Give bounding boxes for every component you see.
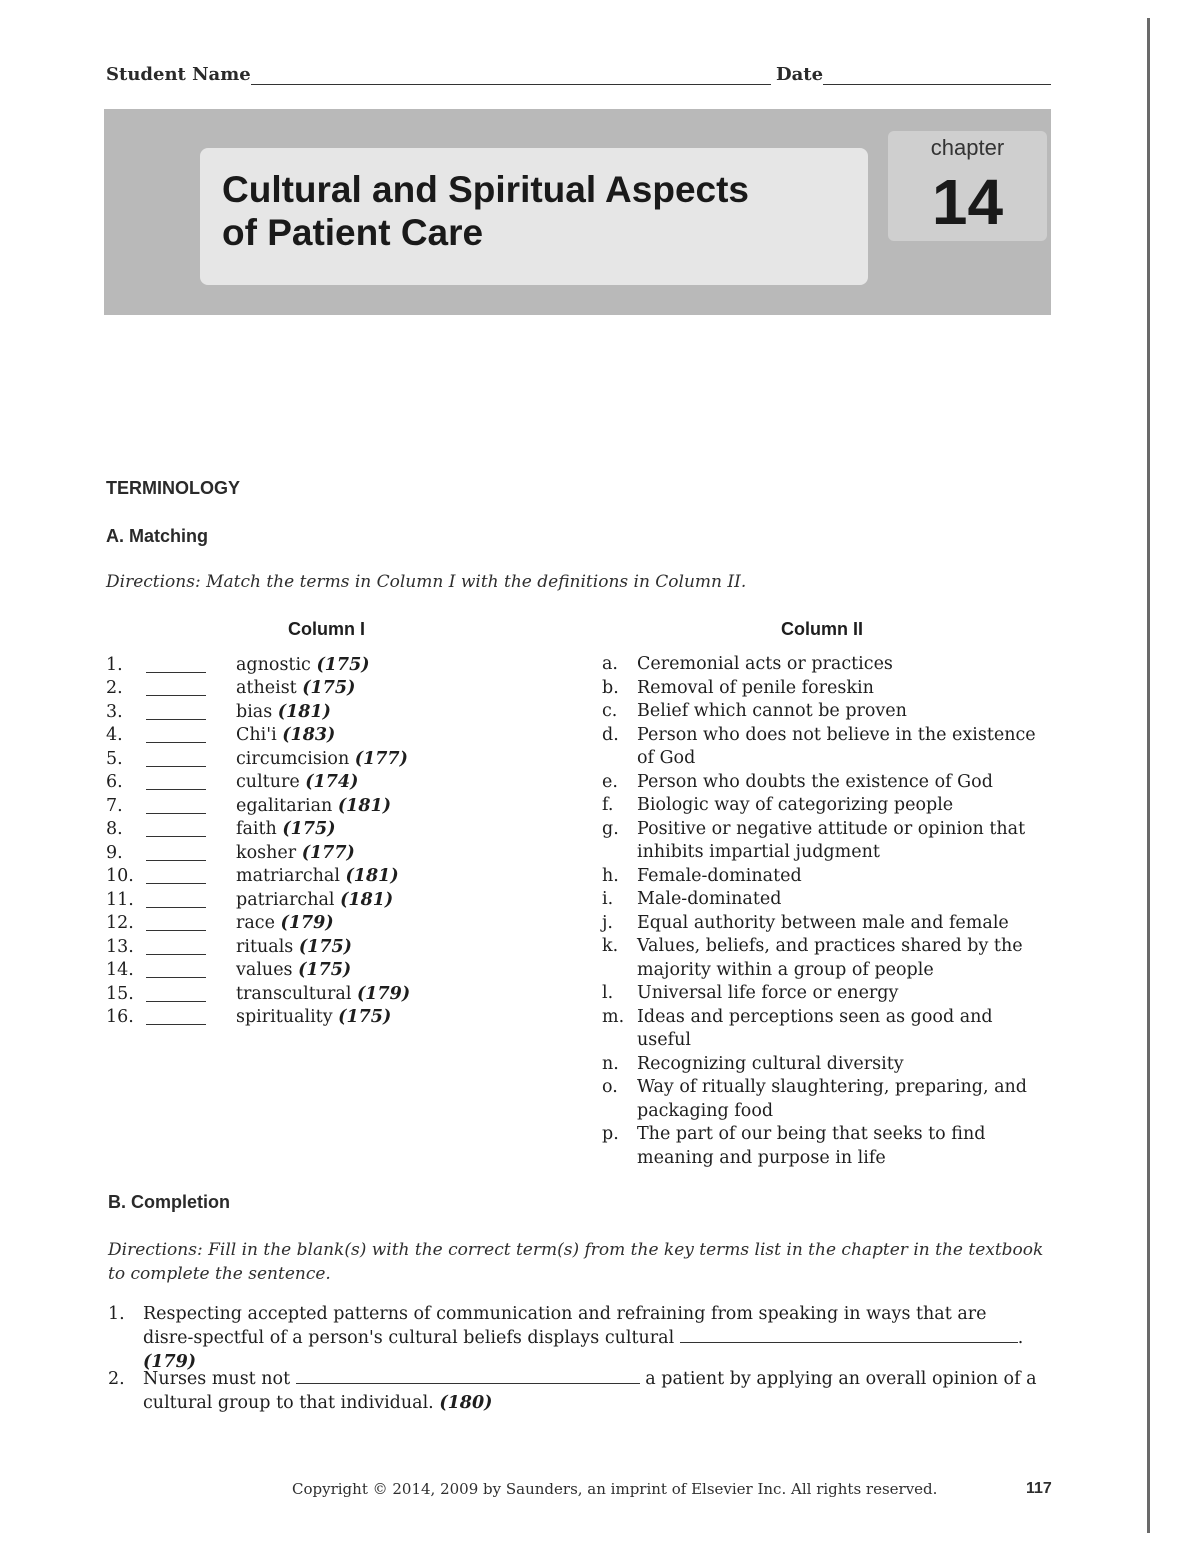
term-number: 14. xyxy=(106,960,134,981)
term xyxy=(236,960,351,980)
page-reference: (175) xyxy=(302,678,356,699)
term-row xyxy=(106,912,410,936)
definition-letter: n. xyxy=(602,1053,619,1074)
term-number: 2. xyxy=(106,678,123,699)
definition-row xyxy=(602,1076,1052,1123)
term xyxy=(236,819,335,839)
term-row xyxy=(106,1006,410,1030)
term xyxy=(236,843,355,863)
answer-blank[interactable] xyxy=(146,845,206,861)
page-reference: (183) xyxy=(282,725,336,746)
page-reference: (179) xyxy=(357,983,411,1004)
definition-text: Female-dominated xyxy=(637,865,802,886)
terminology-heading: TERMINOLOGY xyxy=(106,478,240,498)
definition-row xyxy=(602,653,1052,677)
term-row xyxy=(106,794,410,818)
definition-letter: d. xyxy=(602,724,619,745)
answer-blank[interactable] xyxy=(146,892,206,908)
matching-directions: Directions: Match the terms in Column I with the definitions in Column II. xyxy=(106,572,747,592)
question-text-before: Respecting accepted patterns of communication and refraining from speaking in ways that are disre-spectful of a person's cultural beliefs displays cultural xyxy=(143,1304,987,1348)
definition-letter: c. xyxy=(602,701,618,721)
term-number: 6. xyxy=(106,772,123,793)
definition-text: Positive or negative attitude or opinion that inhibits impartial judgment xyxy=(637,818,1026,862)
definition-text: Biologic way of categorizing people xyxy=(637,795,954,815)
answer-blank[interactable] xyxy=(146,704,206,720)
term-word: spirituality xyxy=(236,1007,333,1028)
chapter-title-line1: Cultural and Spiritual Aspects xyxy=(222,169,749,210)
term-row xyxy=(106,818,410,842)
term xyxy=(236,796,391,816)
definition-row xyxy=(602,912,1052,936)
answer-blank[interactable] xyxy=(146,680,206,696)
page-reference: (180) xyxy=(439,1393,493,1413)
chapter-number: 14 xyxy=(931,166,1004,238)
term-word: matriarchal xyxy=(236,866,340,887)
term-word: culture xyxy=(236,772,300,793)
completion-question-1 xyxy=(108,1302,1038,1374)
term xyxy=(236,678,355,698)
definition-text: Male-dominated xyxy=(637,889,782,909)
question-number: 1. xyxy=(108,1304,125,1324)
term xyxy=(236,702,331,722)
copyright-notice: Copyright © 2014, 2009 by Saunders, an imprint of Elsevier Inc. All rights reserved. xyxy=(292,1480,938,1498)
term-row xyxy=(106,935,410,959)
page-edge-shadow xyxy=(1147,18,1150,1533)
term-number: 1. xyxy=(106,654,123,675)
date-blank[interactable] xyxy=(823,66,1051,85)
page-reference: (181) xyxy=(277,701,331,722)
definition-letter: m. xyxy=(602,1006,625,1027)
answer-blank[interactable] xyxy=(146,986,206,1002)
term-number: 12. xyxy=(106,913,134,934)
date-label: Date xyxy=(776,64,824,85)
answer-blank[interactable] xyxy=(146,868,206,884)
term-row xyxy=(106,841,410,865)
definition-row xyxy=(602,1053,1052,1077)
term-number: 8. xyxy=(106,819,123,840)
answer-blank[interactable] xyxy=(296,1367,640,1384)
term-row xyxy=(106,771,410,795)
student-name-blank[interactable] xyxy=(251,66,771,85)
term-word: Chi'i xyxy=(236,725,277,746)
chapter-banner xyxy=(104,109,1051,315)
term xyxy=(236,866,399,886)
page-reference: (175) xyxy=(282,819,336,840)
definition-row xyxy=(602,818,1052,865)
definition-letter: b. xyxy=(602,677,619,698)
definition-text: Removal of penile foreskin xyxy=(637,677,874,698)
term xyxy=(236,749,408,769)
student-name-label: Student Name xyxy=(106,64,251,85)
term-number: 10. xyxy=(106,866,134,887)
term xyxy=(236,937,352,957)
answer-blank[interactable] xyxy=(146,962,206,978)
definition-row xyxy=(602,982,1052,1006)
term-word: circumcision xyxy=(236,748,350,769)
definition-letter: p. xyxy=(602,1124,619,1144)
chapter-title-box xyxy=(200,148,868,285)
definition-letter: h. xyxy=(602,865,619,886)
term-word: transcultural xyxy=(236,983,352,1004)
question-text-after: a patient by applying an overall opinion of a cultural group to that individual. xyxy=(143,1369,1037,1413)
page-reference: (174) xyxy=(305,772,359,793)
question-number: 2. xyxy=(108,1369,125,1389)
term xyxy=(236,1007,391,1027)
definition-row xyxy=(602,724,1052,771)
term xyxy=(236,913,334,933)
definition-text: Person who doubts the existence of God xyxy=(637,771,993,792)
term-word: values xyxy=(236,960,293,981)
answer-blank[interactable] xyxy=(146,774,206,790)
term-number: 15. xyxy=(106,983,134,1004)
question-text-after: . xyxy=(1017,1328,1024,1348)
answer-blank[interactable] xyxy=(146,657,206,673)
term xyxy=(236,772,358,792)
term-word: egalitarian xyxy=(236,795,333,816)
answer-blank[interactable] xyxy=(146,1009,206,1025)
student-name-field xyxy=(106,64,771,85)
term-row xyxy=(106,677,410,701)
term-row xyxy=(106,724,410,748)
term-row xyxy=(106,888,410,912)
answer-blank[interactable] xyxy=(146,821,206,837)
definition-text: Universal life force or energy xyxy=(637,983,899,1003)
definition-text: Equal authority between male and female xyxy=(637,912,1009,933)
term-number: 11. xyxy=(106,889,134,910)
definition-letter: a. xyxy=(602,654,618,674)
definition-row xyxy=(602,935,1052,982)
term-number: 3. xyxy=(106,701,123,722)
page-reference: (179) xyxy=(143,1352,197,1372)
definition-letter: i. xyxy=(602,889,614,909)
term-word: agnostic xyxy=(236,654,311,675)
chapter-number-box xyxy=(888,131,1047,241)
definition-text: Way of ritually slaughtering, preparing, and packaging food xyxy=(637,1077,1027,1121)
term xyxy=(236,984,410,1004)
terms-list xyxy=(106,653,410,1029)
definition-letter: f. xyxy=(602,795,614,815)
page-reference: (175) xyxy=(316,654,370,675)
page-reference: (177) xyxy=(354,748,408,769)
definition-row xyxy=(602,1006,1052,1053)
term-number: 4. xyxy=(106,725,123,746)
definition-row xyxy=(602,1123,1052,1170)
column-1-header: Column I xyxy=(288,619,365,639)
term-word: faith xyxy=(236,819,277,840)
definition-text: The part of our being that seeks to find meaning and purpose in life xyxy=(637,1124,986,1168)
page-reference: (181) xyxy=(340,889,394,910)
question-text-before: Nurses must not xyxy=(143,1369,291,1389)
definition-text: Ideas and perceptions seen as good and useful xyxy=(637,1006,993,1050)
page-reference: (175) xyxy=(298,936,352,957)
date-field xyxy=(776,64,1051,85)
term-row xyxy=(106,700,410,724)
definition-text: Recognizing cultural diversity xyxy=(637,1053,904,1074)
page-reference: (177) xyxy=(301,842,355,863)
answer-blank[interactable] xyxy=(680,1326,1018,1343)
answer-blank[interactable] xyxy=(146,798,206,814)
definition-row xyxy=(602,677,1052,701)
definition-text: Belief which cannot be proven xyxy=(637,701,907,721)
definition-letter: o. xyxy=(602,1077,618,1097)
definition-letter: g. xyxy=(602,818,619,839)
page-reference: (181) xyxy=(337,795,391,816)
definition-letter: j. xyxy=(602,912,613,933)
term-number: 16. xyxy=(106,1007,134,1028)
term-word: patriarchal xyxy=(236,889,335,910)
definition-letter: l. xyxy=(602,983,614,1003)
term xyxy=(236,655,370,675)
definition-text: Values, beliefs, and practices shared by the majority within a group of people xyxy=(637,936,1023,980)
term-word: rituals xyxy=(236,936,294,957)
term-row xyxy=(106,653,410,677)
term-number: 5. xyxy=(106,748,123,769)
page-reference: (175) xyxy=(338,1007,392,1028)
definition-row xyxy=(602,794,1052,818)
term-row xyxy=(106,747,410,771)
definition-row xyxy=(602,771,1052,795)
completion-heading: B. Completion xyxy=(108,1192,230,1212)
column-2-header: Column II xyxy=(781,619,863,639)
term-word: kosher xyxy=(236,842,297,863)
definition-row xyxy=(602,700,1052,724)
page-reference: (181) xyxy=(345,866,399,887)
definition-letter: k. xyxy=(602,936,619,956)
chapter-title xyxy=(222,168,749,254)
page-reference: (179) xyxy=(280,913,334,934)
term-row xyxy=(106,865,410,889)
term-number: 13. xyxy=(106,936,134,957)
term-number: 9. xyxy=(106,842,123,863)
term-row xyxy=(106,959,410,983)
term-row xyxy=(106,982,410,1006)
term xyxy=(236,725,335,745)
matching-heading: A. Matching xyxy=(106,526,208,546)
completion-question-2 xyxy=(108,1367,1038,1415)
answer-blank[interactable] xyxy=(146,915,206,931)
definition-text: Ceremonial acts or practices xyxy=(637,654,893,674)
page-number: 117 xyxy=(1026,1480,1052,1497)
term-word: bias xyxy=(236,701,273,722)
answer-blank[interactable] xyxy=(146,939,206,955)
definition-row xyxy=(602,888,1052,912)
completion-directions: Directions: Fill in the blank(s) with the correct term(s) from the key terms list in the chapter in the textbook to complete the sentence. xyxy=(108,1240,1044,1284)
page-reference: (175) xyxy=(298,960,352,981)
definitions-list xyxy=(602,653,1052,1170)
chapter-title-line2: of Patient Care xyxy=(222,212,484,253)
definition-text: Person who does not believe in the existence of God xyxy=(637,724,1036,768)
answer-blank[interactable] xyxy=(146,727,206,743)
term xyxy=(236,890,393,910)
definition-row xyxy=(602,865,1052,889)
term-word: race xyxy=(236,913,275,934)
chapter-label: chapter xyxy=(930,135,1005,160)
answer-blank[interactable] xyxy=(146,751,206,767)
term-word: atheist xyxy=(236,678,297,699)
definition-letter: e. xyxy=(602,771,618,792)
term-number: 7. xyxy=(106,795,123,816)
